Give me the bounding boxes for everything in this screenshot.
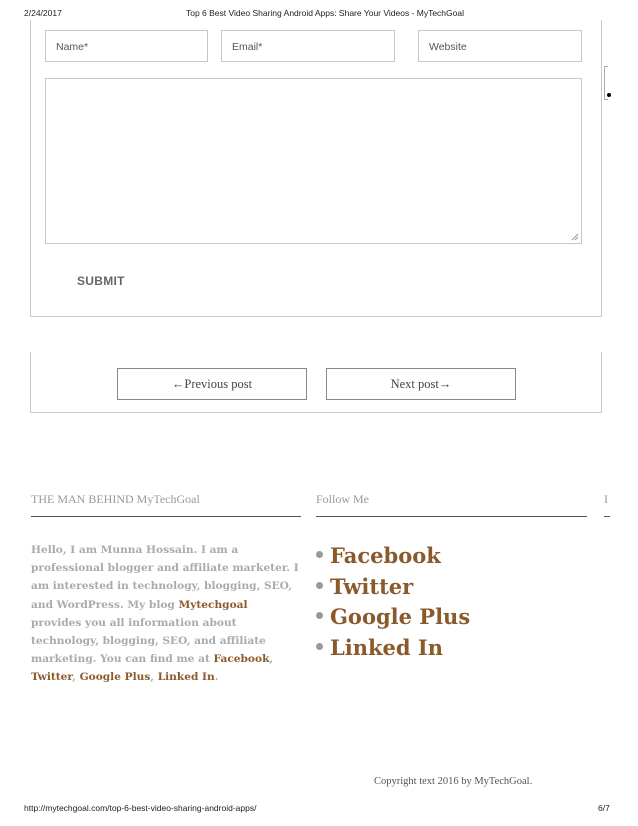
previous-post-button[interactable]: ←Previous post — [117, 368, 307, 400]
about-text-part-2: provides you all information about technology, blogging, SEO, and affiliate marketing. You can find me at — [31, 616, 266, 666]
linkedin-link[interactable]: Linked In — [157, 671, 215, 684]
facebook-link[interactable]: Facebook — [213, 653, 270, 666]
copyright-text: Copyright text 2016 by MyTechGoal. — [374, 776, 533, 787]
print-page-number: 6/7 — [598, 803, 610, 813]
follow-title-divider — [316, 516, 587, 517]
separator: , — [150, 671, 158, 684]
next-post-button[interactable]: Next post→ — [326, 368, 516, 400]
about-widget-title: THE MAN BEHIND MyTechGoal — [31, 492, 200, 506]
follow-item-facebook[interactable] — [316, 541, 470, 572]
print-url: http://mytechgoal.com/top-6-best-video-sharing-android-apps/ — [24, 803, 257, 813]
resize-handle-icon[interactable] — [571, 233, 579, 241]
follow-link-label[interactable]: Google Plus — [330, 604, 471, 629]
about-text — [31, 541, 301, 687]
submit-button[interactable]: SUBMIT — [77, 274, 125, 288]
follow-item-twitter[interactable] — [316, 572, 470, 603]
website-placeholder: Website — [429, 41, 467, 53]
post-navigation — [30, 352, 602, 413]
print-title: Top 6 Best Video Sharing Android Apps: Share Your Videos - MyTechGoal — [185, 8, 464, 18]
website-field[interactable] — [418, 30, 582, 62]
separator: , — [269, 653, 274, 666]
about-title-divider — [31, 516, 301, 517]
email-field[interactable] — [221, 30, 395, 62]
follow-link-label[interactable]: Twitter — [330, 573, 414, 599]
third-widget-title: I — [604, 492, 608, 506]
follow-links-list — [316, 541, 470, 663]
google-plus-link[interactable]: Google Plus — [79, 671, 151, 684]
follow-link-label[interactable]: Linked In — [330, 634, 444, 660]
about-text-end: . — [214, 671, 219, 684]
bullet-icon — [316, 551, 323, 558]
twitter-link[interactable]: Twitter — [31, 671, 73, 684]
bullet-icon — [316, 643, 323, 650]
name-placeholder: Name* — [56, 41, 89, 53]
follow-item-linkedin[interactable] — [316, 633, 470, 664]
bullet-icon — [316, 612, 323, 619]
print-date: 2/24/2017 — [24, 8, 62, 18]
bullet-icon — [316, 582, 323, 589]
comment-textarea[interactable] — [45, 78, 582, 244]
follow-link-label[interactable]: Facebook — [330, 543, 441, 568]
email-placeholder: Email* — [232, 41, 263, 53]
blog-link[interactable]: Mytechgoal — [178, 598, 248, 611]
scrollbar-dot — [607, 93, 611, 97]
name-field[interactable] — [45, 30, 208, 62]
third-title-divider — [604, 516, 610, 517]
follow-item-google-plus[interactable] — [316, 602, 470, 633]
separator: , — [72, 671, 80, 684]
about-text-part-1: Hello, I am Munna Hossain. I am a professional blogger and affiliate marketer. I am interested in technology, blogging, SEO, and WordPress. My blog — [31, 544, 299, 611]
follow-widget-title: Follow Me — [316, 492, 370, 506]
